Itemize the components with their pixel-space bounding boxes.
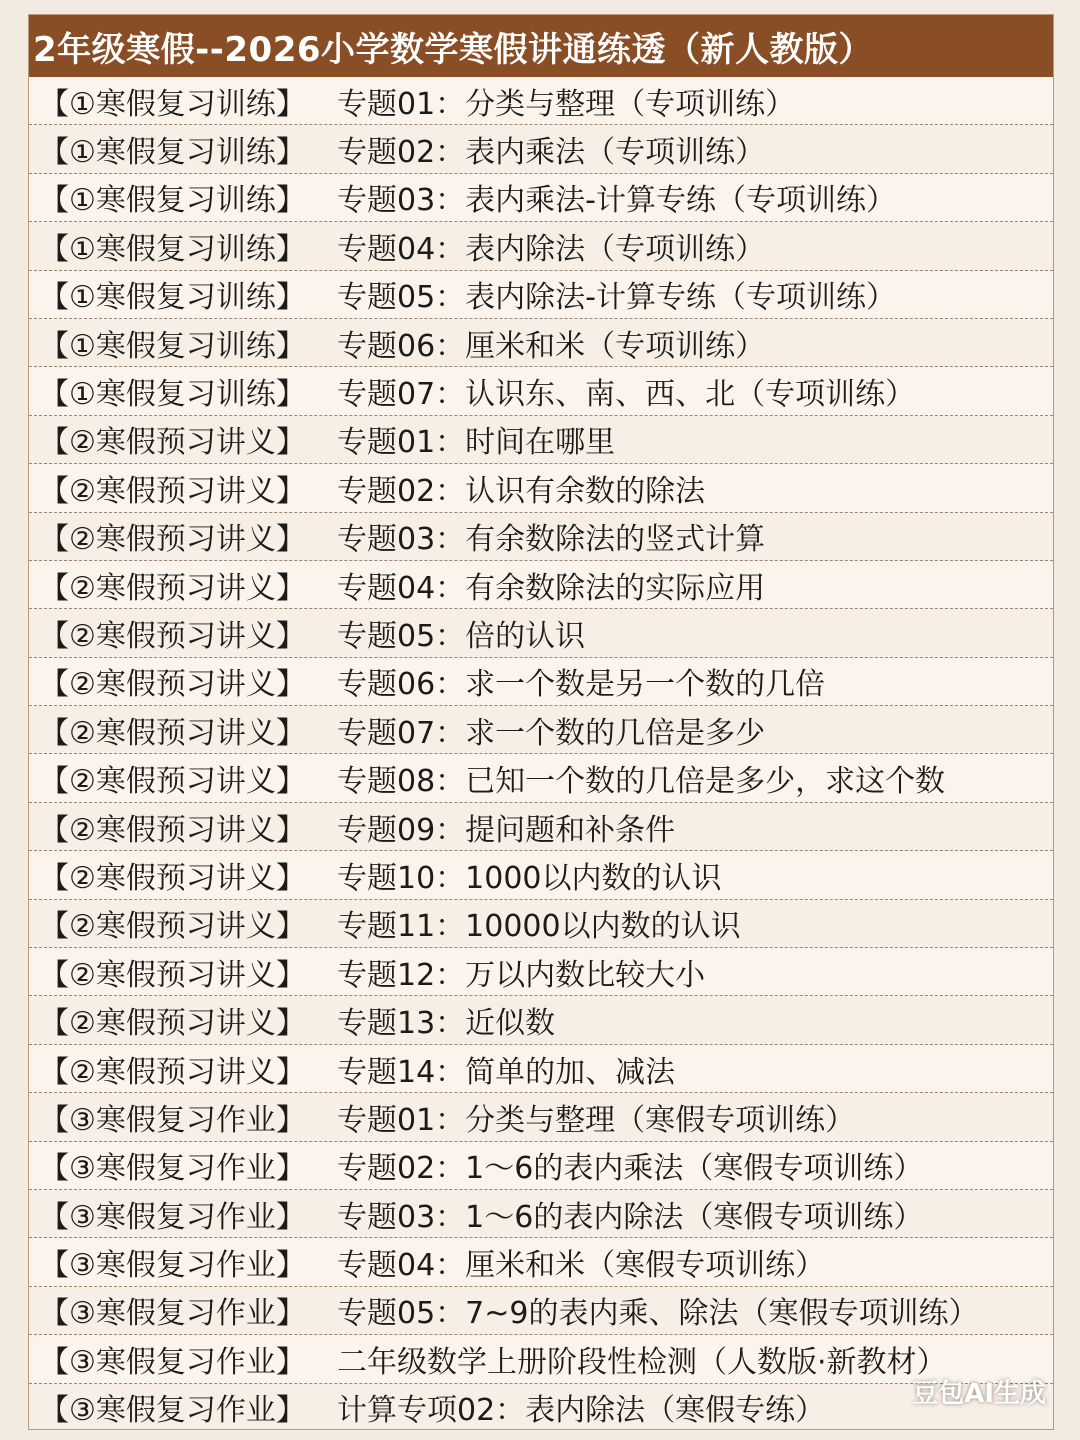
watermark: 豆包AI生成 — [912, 1379, 1046, 1409]
item-section-tag: 【③寒假复习作业】 — [39, 1296, 306, 1332]
item-section-tag: 【②寒假预习讲义】 — [39, 473, 306, 509]
item-title: 专题14：简单的加、减法 — [337, 1054, 676, 1090]
item-section-tag: 【②寒假预习讲义】 — [39, 1054, 306, 1090]
list-item[interactable] — [29, 1142, 1053, 1190]
item-section-tag: 【②寒假预习讲义】 — [39, 522, 306, 558]
item-section-tag: 【②寒假预习讲义】 — [39, 425, 306, 461]
item-title: 专题04：有余数除法的实际应用 — [337, 570, 766, 606]
item-title: 专题02：表内乘法（专项训练） — [337, 135, 766, 171]
item-section-tag: 【③寒假复习作业】 — [39, 1102, 306, 1138]
item-section-tag: 【②寒假预习讲义】 — [39, 570, 306, 606]
item-title: 专题04：厘米和米（寒假专项训练） — [337, 1248, 826, 1284]
item-section-tag: 【②寒假预习讲义】 — [39, 1006, 306, 1042]
list-item[interactable] — [29, 367, 1053, 415]
list-item[interactable] — [29, 1384, 1053, 1430]
item-section-tag: 【②寒假预习讲义】 — [39, 764, 306, 800]
item-section-tag: 【③寒假复习作业】 — [39, 1248, 306, 1284]
list-item[interactable] — [29, 416, 1053, 464]
item-section-tag: 【①寒假复习训练】 — [39, 280, 306, 316]
list-item[interactable] — [29, 125, 1053, 173]
topic-list — [29, 77, 1053, 1430]
item-title: 专题06：求一个数是另一个数的几倍 — [337, 667, 826, 703]
list-item[interactable] — [29, 1045, 1053, 1093]
item-title: 专题07：认识东、南、西、北（专项训练） — [337, 377, 916, 413]
list-item[interactable] — [29, 754, 1053, 802]
item-section-tag: 【②寒假预习讲义】 — [39, 812, 306, 848]
list-item[interactable] — [29, 609, 1053, 657]
list-item[interactable] — [29, 996, 1053, 1044]
list-item[interactable] — [29, 271, 1053, 319]
item-title: 专题01：时间在哪里 — [337, 425, 616, 461]
item-section-tag: 【①寒假复习训练】 — [39, 135, 306, 171]
item-section-tag: 【③寒假复习作业】 — [39, 1199, 306, 1235]
item-section-tag: 【③寒假复习作业】 — [39, 1393, 306, 1429]
list-item[interactable] — [29, 464, 1053, 512]
list-item[interactable] — [29, 319, 1053, 367]
item-section-tag: 【①寒假复习训练】 — [39, 328, 306, 364]
item-title: 专题05：倍的认识 — [337, 618, 586, 654]
list-item[interactable] — [29, 1093, 1053, 1141]
list-item[interactable] — [29, 561, 1053, 609]
item-section-tag: 【②寒假预习讲义】 — [39, 957, 306, 993]
list-item[interactable] — [29, 658, 1053, 706]
document-sheet — [28, 14, 1054, 1430]
item-title: 专题02：认识有余数的除法 — [337, 473, 706, 509]
item-section-tag: 【①寒假复习训练】 — [39, 183, 306, 219]
list-item[interactable] — [29, 803, 1053, 851]
list-item[interactable] — [29, 174, 1053, 222]
item-title: 计算专项02：表内除法（寒假专练） — [337, 1393, 826, 1429]
item-title: 专题10：1000以内数的认识 — [337, 860, 722, 896]
item-title: 二年级数学上册阶段性检测（人数版·新教材） — [337, 1344, 947, 1380]
item-section-tag: 【③寒假复习作业】 — [39, 1344, 306, 1380]
list-item[interactable] — [29, 1287, 1053, 1335]
item-title: 专题12：万以内数比较大小 — [337, 957, 706, 993]
item-title: 专题05：7~9的表内乘、除法（寒假专项训练） — [337, 1296, 979, 1332]
item-title: 专题08：已知一个数的几倍是多少，求这个数 — [337, 764, 946, 800]
item-title: 专题03：1～6的表内除法（寒假专项训练） — [337, 1199, 924, 1235]
item-title: 专题01：分类与整理（专项训练） — [337, 86, 796, 122]
item-title: 专题04：表内除法（专项训练） — [337, 231, 766, 267]
item-title: 专题13：近似数 — [337, 1006, 556, 1042]
item-title: 专题06：厘米和米（专项训练） — [337, 328, 766, 364]
item-section-tag: 【③寒假复习作业】 — [39, 1151, 306, 1187]
list-item[interactable] — [29, 1335, 1053, 1383]
item-section-tag: 【②寒假预习讲义】 — [39, 618, 306, 654]
item-title: 专题03：有余数除法的竖式计算 — [337, 522, 766, 558]
list-item[interactable] — [29, 77, 1053, 125]
item-section-tag: 【②寒假预习讲义】 — [39, 860, 306, 896]
item-title: 专题07：求一个数的几倍是多少 — [337, 715, 766, 751]
item-title: 专题05：表内除法-计算专练（专项训练） — [337, 280, 896, 316]
page-title: 2年级寒假--2026小学数学寒假讲通练透（新人教版） — [29, 15, 1053, 77]
item-title: 专题01：分类与整理（寒假专项训练） — [337, 1102, 856, 1138]
item-section-tag: 【②寒假预习讲义】 — [39, 667, 306, 703]
item-section-tag: 【②寒假预习讲义】 — [39, 909, 306, 945]
list-item[interactable] — [29, 222, 1053, 270]
list-item[interactable] — [29, 1190, 1053, 1238]
item-title: 专题03：表内乘法-计算专练（专项训练） — [337, 183, 896, 219]
list-item[interactable] — [29, 706, 1053, 754]
list-item[interactable] — [29, 1238, 1053, 1286]
list-item[interactable] — [29, 948, 1053, 996]
item-section-tag: 【①寒假复习训练】 — [39, 86, 306, 122]
list-item[interactable] — [29, 851, 1053, 899]
item-title: 专题02：1～6的表内乘法（寒假专项训练） — [337, 1151, 924, 1187]
list-item[interactable] — [29, 513, 1053, 561]
item-section-tag: 【①寒假复习训练】 — [39, 231, 306, 267]
item-section-tag: 【①寒假复习训练】 — [39, 377, 306, 413]
item-section-tag: 【②寒假预习讲义】 — [39, 715, 306, 751]
item-title: 专题11：10000以内数的认识 — [337, 909, 741, 945]
item-title: 专题09：提问题和补条件 — [337, 812, 676, 848]
list-item[interactable] — [29, 900, 1053, 948]
